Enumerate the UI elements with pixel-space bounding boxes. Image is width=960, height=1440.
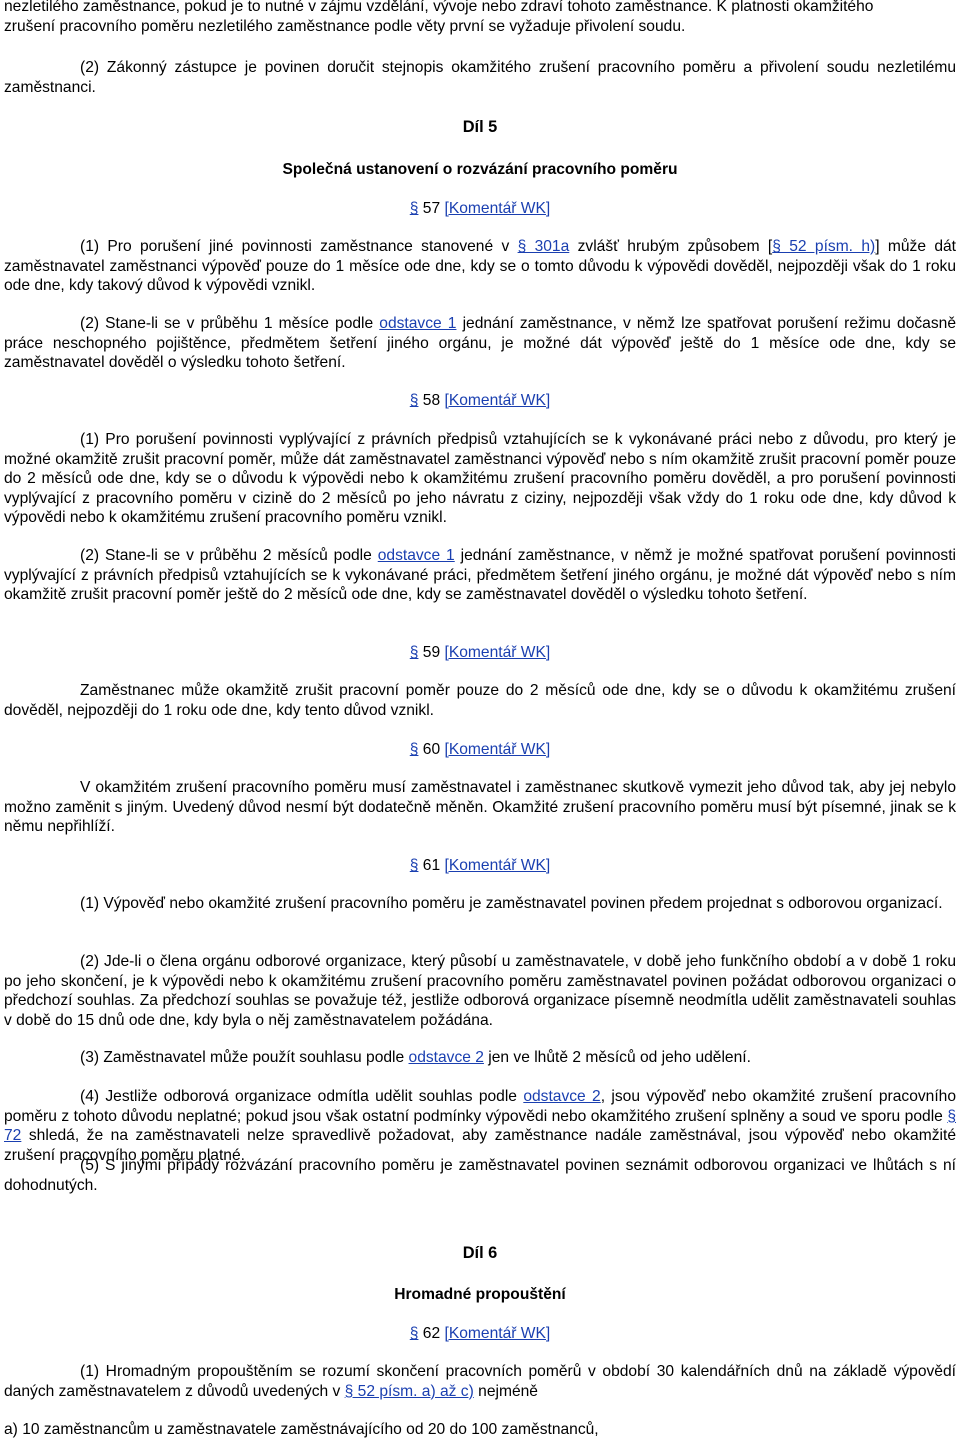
section-number: 62 [422, 1325, 441, 1342]
text-line: nezletilého zaměstnance, pokud je to nutné v zájmu vzdělání, vývoje nebo zdraví tohoto zaměstnance. K platnosti okamžitého [4, 0, 874, 15]
paragraph-text: jen ve lhůtě 2 měsíců od jeho udělení. [483, 1049, 751, 1066]
link-301a[interactable]: § 301a [517, 238, 570, 255]
text-line: zrušení pracovního poměru nezletilého zaměstnance podle věty první se vyžaduje přivolení soudu. [4, 17, 686, 35]
section-58-comment-link[interactable]: [Komentář WK] [444, 392, 551, 409]
paragraph-text: , jsou výpověď nebo okamžité zrušení pracovního poměru z tohoto důvodu neplatné; pokud jsou však ostatní podmínky výpovědi nebo okamžitého zrušení splněny a soud ve sporu podle [4, 1088, 957, 1125]
paragraph-text: ] může dát zaměstnavatel zaměstnanci výpověď pouze do 1 měsíce ode dne, kdy se o tomto důvodu k výpovědi dověděl, nejpozději však do 1 roku ode dne, kdy takový důvod k výpovědi vznikl. [4, 238, 957, 294]
section-60-sign-link[interactable]: § [409, 741, 419, 758]
section-number: 61 [422, 857, 441, 874]
section-57-paragraph-1 [4, 237, 956, 296]
section-61-heading [0, 856, 960, 876]
section-60-heading [0, 740, 960, 760]
section-number: 60 [422, 741, 441, 758]
section-58-sign-link[interactable]: § [409, 392, 419, 409]
link-52-a-c[interactable]: § 52 písm. a) až c) [344, 1382, 474, 1400]
section-57-comment-link[interactable]: [Komentář WK] [444, 200, 551, 217]
section-59-comment-link[interactable]: [Komentář WK] [444, 644, 551, 661]
paragraph-text: (1) Pro porušení jiné povinnosti zaměstnance stanovené v [80, 238, 518, 255]
part-6-subtitle: Hromadné propouštění [394, 1286, 566, 1303]
section-60-paragraph [4, 778, 956, 837]
paragraph-text: (1) Hromadným propouštěním se rozumí skončení pracovních poměrů v období 30 kalendářních dnů na základě výpovědí daných zaměstnavatelem z důvodů uvedených v [4, 1363, 956, 1400]
link-odstavce-1[interactable]: odstavce 1 [377, 547, 455, 564]
section-60-comment-link[interactable]: [Komentář WK] [444, 741, 551, 758]
section-61-paragraph-4 [4, 1087, 956, 1165]
link-72[interactable]: § 72 [4, 1107, 956, 1144]
paragraph-text: zvlášť hrubým způsobem [ [569, 238, 773, 255]
section-62-comment-link[interactable]: [Komentář WK] [444, 1325, 551, 1342]
section-62-item-a: a) 10 zaměstnancům u zaměstnavatele zaměstnávajícího od 20 do 100 zaměstnanců, [4, 1421, 599, 1438]
section-59-sign-link[interactable]: § [409, 644, 419, 661]
section-58-paragraph-2 [4, 546, 956, 605]
paragraph-text: (2) Stane-li se v průběhu 1 měsíce podle [80, 315, 380, 332]
paragraph-text: (2) Stane-li se v průběhu 2 měsíců podle [80, 547, 378, 564]
section-57-heading [0, 199, 960, 219]
section-58-paragraph-1 [4, 430, 956, 528]
paragraph-text: (2) Jde-li o člena orgánu odborové organizace, který působí u zaměstnavatele, v době jeho funkčního období a v době 1 roku po jeho skončení, je k výpovědi nebo k okamžitému zrušení pracovního poměru zaměstnavatel povinen požádat odborovou organizaci o předchozí souhlas. Za předchozí souhlas se považuje též, jestliže odborová organizace písemně neodmítla udělit zaměstnavateli souhlas v době do 15 dnů ode dne, kdy byla o něj zaměstnavatelem požádána. [4, 953, 956, 1029]
part-5-subtitle: Společná ustanovení o rozvázání pracovního poměru [282, 161, 678, 178]
section-59-paragraph [4, 681, 956, 720]
link-odstavce-2[interactable]: odstavce 2 [523, 1088, 601, 1105]
section-57-sign-link[interactable]: § [409, 200, 419, 217]
section-57-paragraph-2 [4, 314, 956, 373]
section-58-heading [0, 391, 960, 411]
paragraph-text: jednání zaměstnance, v němž lze spatřovat porušení režimu dočasně práce neschopného pojištěnce, předmětem šetření jiného orgánu, je možné dát výpověď ještě do 1 měsíce ode dne, kdy se zaměstnavatel dověděl o výsledku tohoto šetření. [4, 315, 956, 371]
paragraph-text: (2) Zákonný zástupce je povinen doručit stejnopis okamžitého zrušení pracovního poměru a přivolení soudu nezletilému zaměstnanci. [4, 59, 956, 96]
section-62-heading [0, 1324, 960, 1344]
section-number: 57 [422, 200, 441, 217]
section-61-paragraph-5 [4, 1156, 956, 1195]
paragraph-text: (1) Výpověď nebo okamžité zrušení pracovního poměru je zaměstnavatel povinen předem projednat s odborovou organizací. [80, 895, 943, 912]
link-odstavce-2[interactable]: odstavce 2 [408, 1049, 484, 1066]
section-number: 58 [422, 392, 441, 409]
section-61-sign-link[interactable]: § [409, 857, 419, 874]
section-59-heading [0, 643, 960, 663]
paragraph-text: Zaměstnanec může okamžitě zrušit pracovní poměr pouze do 2 měsíců ode dne, kdy se o důvodu k okamžitému zrušení dověděl, nejpozději do 1 roku ode dne, kdy tento důvod vznikl. [4, 682, 956, 719]
section-number: 59 [422, 644, 441, 661]
part-6-heading: Díl 6 [462, 1244, 498, 1262]
paragraph-text: (1) Pro porušení povinnosti vyplývající z právních předpisů vztahujících se k vykonávané práci nebo z důvodu, pro který je možné okamžitě zrušit pracovní poměr, může dát zaměstnavatel zaměstnanci výpověď nebo s ním okamžitě zrušit pracovní poměr pouze do 2 měsíců ode dne, kdy se o důvodu k výpovědi nebo k okamžitému zrušení pracovního poměru dověděl, a pro porušení povinnosti vyplývající z pracovního poměru v cizině do 2 měsíců po jeho návratu z ciziny, nejpozději však vždy do 1 roku ode dne, kdy důvod k výpovědi nebo k okamžitému zrušení pracovního poměru vznikl. [4, 431, 956, 526]
link-odstavce-1[interactable]: odstavce 1 [379, 315, 457, 332]
paragraph-text: jednání zaměstnance, v němž je možné spatřovat porušení povinnosti vyplývající z právních předpisů vztahujících se k vykonávané práci, předmětem šetření jiného orgánu, je možné dát výpověď nebo s ním okamžitě zrušit pracovní poměr ještě do 2 měsíců ode dne, kdy se zaměstnavatel dověděl o výsledku tohoto šetření. [4, 547, 956, 603]
paragraph-text: (4) Jestliže odborová organizace odmítla udělit souhlas podle [80, 1088, 524, 1105]
section-61-paragraph-1 [4, 894, 956, 914]
paragraph-text: shledá, že na zaměstnavateli nelze spravedlivě požadovat, aby zaměstnance nadále zaměstnával, jsou výpověď nebo okamžité zrušení pracovního poměru platné. [4, 1127, 956, 1164]
paragraph-text: nejméně [473, 1382, 538, 1400]
section-61-paragraph-3 [4, 1048, 956, 1068]
section-61-paragraph-2 [4, 952, 956, 1030]
part-5-heading: Díl 5 [462, 118, 498, 136]
paragraph-text: (3) Zaměstnavatel může použít souhlasu podle [80, 1049, 409, 1066]
link-52-h[interactable]: § 52 písm. h) [772, 238, 876, 255]
paragraph-prev-2 [4, 58, 956, 97]
paragraph-continuation [4, 0, 956, 36]
section-62-paragraph-1 [4, 1362, 956, 1401]
section-61-comment-link[interactable]: [Komentář WK] [444, 857, 551, 874]
section-62-sign-link[interactable]: § [409, 1325, 419, 1342]
paragraph-text: (5) S jinými případy rozvázání pracovního poměru je zaměstnavatel povinen seznámit odborovou organizaci ve lhůtách s ní dohodnutých. [4, 1157, 956, 1194]
paragraph-text: V okamžitém zrušení pracovního poměru musí zaměstnavatel i zaměstnanec skutkově vymezit jeho důvod tak, aby jej nebylo možno zaměnit s jiným. Uvedený důvod nesmí být dodatečně měněn. Okamžité zrušení pracovního poměru musí být písemné, jinak se k němu nepřihlíží. [4, 779, 956, 835]
